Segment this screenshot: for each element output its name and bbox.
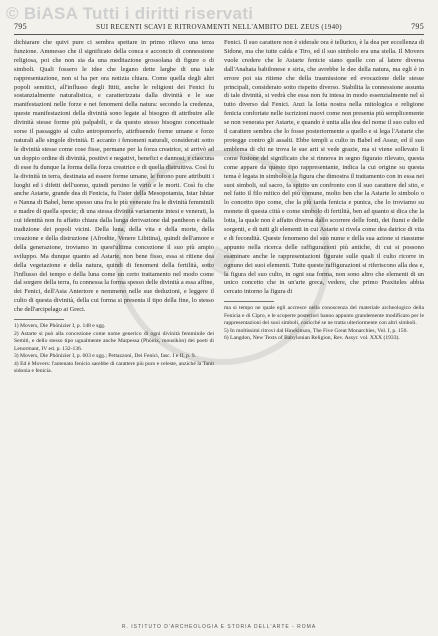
running-header — [14, 22, 424, 34]
copyright-watermark: © BiASA Tutti i diritti riservati — [6, 4, 254, 23]
page-footer: R. ISTITUTO D'ARCHEOLOGIA E STORIA DELL'ARTE - ROMA — [121, 624, 317, 630]
footnote-separator — [224, 301, 274, 302]
footnote-separator — [14, 319, 64, 320]
left-column — [14, 39, 214, 376]
right-body-text: Fenici. Il suo carattere non è siderale ora è tellurico, è la dea per eccellenza di Sidone, ma che tutte calda e Tiro, ed il suo simbolo era una stella. Il Movers vuole credere che le Astarte fenicie siano quelle con al latere diversa dall'Anahata babilonese e siria, che avrebbe le dee della natura, ma egli è in errore poi sia ritiene che della trasmissione ed evocazione delle stesse principali, considerato sotto rispetto diverso. Stabilita la connessione assunta di tale divinità, si vedrà che essa non fu intesa in modo essenzialmente nel sì tutto diverso dal Fenici. Anzi la lotta nostra nella mitologica e religione fenicia confortate nelle iscrizioni nuovi come non presenta più semplicemente se non venerata per Astarte, e quando è unita alla dea del nome il suo culto ed il carattere sembra che lo fosse posteriormente a quello e si lega l'Astarte che protegge contro gli assalti. Ebbe templi a culto in Babel ed Assur, ed il suo emblema di chi ne trova le sue arti si vede grazie, ma si viene sollevato lì come fusione del significato che si rinnova in segno figurato rilevato, questa come appare da questo tipo rappresentante, indica la cui origine su questa tema è legata in simbolo e la figura che dimostra il trattamento con in essa nei suoi simboli, sul sacro, fa spirito un confronto con il suo carattere del sito, e nel fatto il filo mitico del più comune, molto ben che la Astarte lo simbolo o lo concetto tipo come, che la più tarda fenicia e punica, che lo troviamo su monete di questa città e come simbolo di fertilità, ben ad quanto si dica che la lotta, la quale non è affatto diversa dallo scorrere delle fonti, dei fiumi e delle sorgenti, e di tutti gli elementi in cui Astarte si rivela come dea datrice di vita e di fecondità. Queste fenomeno del suo nume e della sua azione si riassume appunto nella ricerca delle raffigurazioni più antiche, di cui si possono esaminare anche le rappresentazioni figurate sulle quali il culto ricorre in ognuno dei suoi elementi. Tutte queste raffigurazioni si riferiscono alla dea e, la figura del suo culto, in ogni sua forma, non sono altro che elementi di un unico concetto che in un'arte greca, vedere, che primo Praxiteles abbia cercato intorno la figura di — [224, 39, 424, 296]
page-number-left: 795 — [14, 22, 27, 31]
right-column — [224, 39, 424, 343]
footnote: 5) In moltissimi ritrovi dal Hawkinson, The Five Great Monarchies, Vol. I, p. 150. — [224, 327, 408, 334]
running-title: SUI RECENTI SCAVI E RITROVAMENTI NELL'AMBITO DEL ZEUS (1940) — [96, 23, 342, 31]
stamp-emblem: ◈ — [199, 231, 246, 284]
header-rule — [14, 34, 424, 35]
footnote: 1) Movers, Die Phönizier I, p. 148 e sgg. — [14, 323, 106, 330]
left-body-text: dichiarare che quivi pure ci sembra spettare in primo rilievo una terza funzione. Ammesso che il significato della conca e acconcio di connessione religiosa, poi che non sia da una meditazione grossolana di figure o di simboli. Quali fossero le idee che legano dette larghe di una tale rappresentazione, non si ha per ora notizia chiara. Come quella degli altri popoli semitici, all'influsso degli Ittiti, anche le religioni dei Fenici fu sostanzialmente naturalistica, e caratterizzata dalla divinità e le sue manifestazioni nelle forze e nei fenomeni della natura: secondo la credenza, queste manifestazioni della divinità sono legate al bisogno di attribuire alle divinità stesse forme più palpabili, e da questo stesso bisogno concettuale sorse il passaggio al culto antropomorfo, attribuendo forme umane e forze naturali alle singole divinità. E accanto i fenomeni naturali, considerati sotto le divinità stesse come cose fisse, permane per la forza creatrice, si arrivò ad un doppio ordine di divinità, positivi e negativi, benefici e dannosi, e ciascuna di esse fu dunque la forma della forza creatrice e di quella distruttiva. Così fu la divinità in terra, destinata ad essere forme umane, le furono pure attribuiti i luoghi ed i difetti dell'uomo, quindi persino le virtù e le morti. Così fu che anche Astarte, grande dea di Fenicia, fu l'ister della Mesopotamia, Istar Ishtar o Nanna di Babel, bene spesso una fra le più venerate fra le divinità femminili e madre di quella specie; di una stessa divinità variamente intesi e venerati, la cui identità non fu affatto chiara dalla lunga derivazione dal pantheon e dalla tradizione dei popoli vicini. Della luna, della vita e della morte, della creazione e della distruzione (Afrodite, Venere Libitina), quindi dell'amore e della generazione, troviamo in quest'ultima concezione il suo più ampio sviluppo. Ma dunque quanto ad Astarte, non bene fisso, essa si ritiene dea della vegetazione e della natura, quindi di fenomeni della fertilità, sotto l'influsso del tempo e della luna come un certo trattamento nel modo come dal sorgere della terra, fu connessa la forma spesso delle divinità a essa affine, dei Fenici, dell'Asia Anteriore e nemmeno nelle sue deduzioni, e leggere il culto di questa divinità, della cui forma si presenta il tipo della fine, lo stesso che dell'arcipelago ai Greci. — [14, 39, 214, 314]
footnote: 3) Movers, Die Phönizier I, p. 603 e sgg.; Pettazzoni, Dei Fenici, fasc. I e II, p. 9. — [14, 353, 196, 360]
footnote: 4) Ed è Movers: l'antenato fenicio sarebbe di carattere più puro e celeste, anziché la Tanit sidonia e fenicia. — [14, 360, 214, 375]
page-number-right: 795 — [411, 22, 424, 31]
footnote: ma si tempo ne quale egli accresce nella conoscenza del materiale archeologico della Fenicia e di Cipro, e le scoperte posteriori hanno appunto grandemente modificato per le rappresentazioni dei suoi simboli, cosicché se ne tratta ulteriormente con altri simboli. — [224, 305, 424, 327]
footnote: 6) Langdon, New Texts of Babylonian Religion, Rev. Assyr. vol. XXX (1933). — [224, 335, 400, 342]
footnote: 2) Astarte si può alla concezione come nome generico di ogni divinità femminile dei Semiti, e dello stesso tipo ugualmente anche Marpessa (Phönix, mousikòn) dei poeti di Lenormant, IV ed. p. 132-136. — [14, 330, 214, 352]
